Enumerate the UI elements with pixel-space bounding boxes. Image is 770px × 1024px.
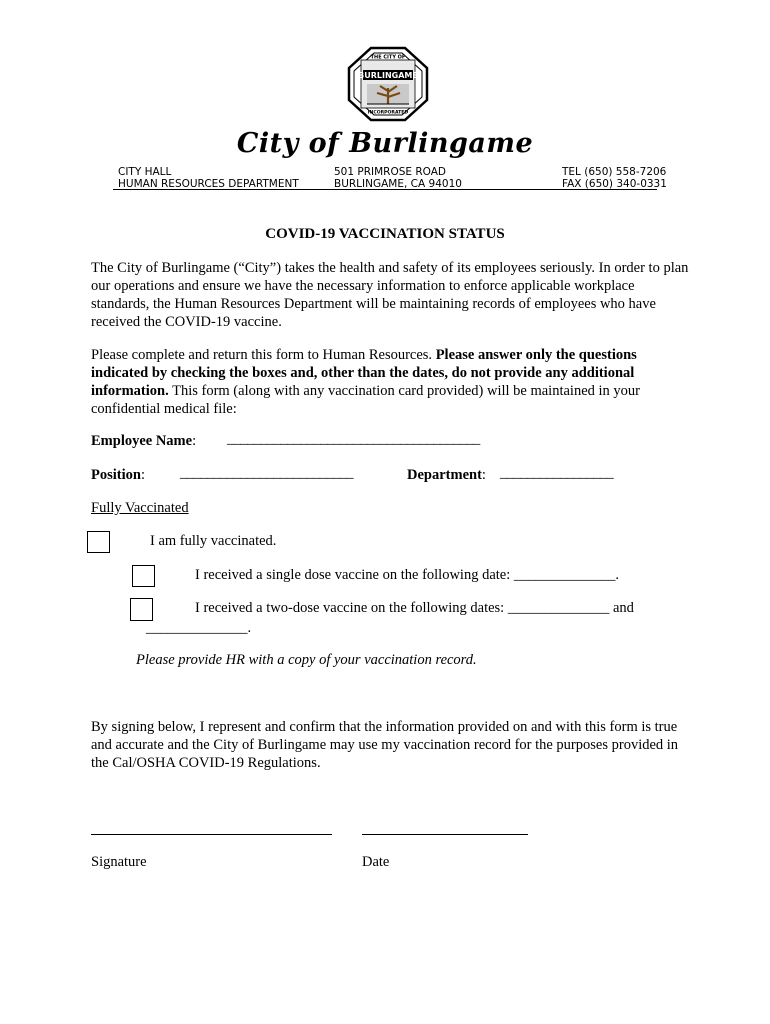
header-city-state: BURLINGAME, CA 94010 xyxy=(334,178,462,190)
date-line[interactable] xyxy=(362,834,528,835)
date-label: Date xyxy=(362,854,390,870)
single-dose-checkbox[interactable] xyxy=(132,565,155,587)
header-rule xyxy=(113,189,657,190)
header-street: 501 PRIMROSE ROAD xyxy=(334,166,447,178)
department-label: Department: xyxy=(407,467,486,483)
seal-top-text: THE CITY OF xyxy=(370,54,406,61)
employee-name-label: Employee Name: xyxy=(91,433,197,449)
header-fax: FAX (650) 340-0331 xyxy=(562,178,667,190)
attestation-paragraph: By signing below, I represent and confirm that the information provided on and with this form is true and accurate and the City of Burlingame may use my vaccination record for the purposes provided in the Cal/OSHA COVID-19 Regulations. xyxy=(91,719,679,771)
single-dose-option: I received a single dose vaccine on the following date: ______________. xyxy=(195,567,620,583)
position-field[interactable]: __________________________ xyxy=(180,465,353,481)
intro-paragraph: The City of Burlingame (“City”) takes the health and safety of its employees seriously. In order to plan our operations and ensure we have the necessary information to enforce applicable workplace standards, the Human Resources Department will be maintaining records of employees who have received the COVID-19 vaccine. xyxy=(91,260,689,330)
two-dose-option: I received a two-dose vaccine on the following dates: ______________ and xyxy=(195,600,634,616)
header-department: HUMAN RESOURCES DEPARTMENT xyxy=(118,178,299,190)
signature-line[interactable] xyxy=(91,834,332,835)
instructions-bold: Please answer only the questions indicated by checking the boxes and, other than the dates, do not provide any additional information. xyxy=(91,347,637,399)
signature-label: Signature xyxy=(91,854,147,870)
header-phone: TEL (650) 558-7206 xyxy=(562,166,667,178)
fully-vaccinated-option: I am fully vaccinated. xyxy=(150,533,277,549)
instructions-lead: Please complete and return this form to Human Resources. xyxy=(91,347,436,363)
header-contact-block xyxy=(562,166,667,190)
employee-name-field[interactable]: ______________________________________ xyxy=(227,431,480,447)
header-left-block xyxy=(118,166,299,190)
fully-vaccinated-checkbox[interactable] xyxy=(87,531,110,553)
header-city-hall: CITY HALL xyxy=(118,166,172,178)
form-title: COVID-19 VACCINATION STATUS xyxy=(265,226,505,242)
position-label: Position: xyxy=(91,467,145,483)
two-dose-checkbox[interactable] xyxy=(130,598,153,621)
seal-name-text: BURLINGAME xyxy=(358,71,418,80)
instructions-paragraph xyxy=(91,346,691,418)
instructions-tail: This form (along with any vaccination card provided) will be maintained in your confidential medical file: xyxy=(91,383,640,417)
seal-bottom-text: INCORPORATED xyxy=(367,110,409,116)
department-field[interactable]: _________________ xyxy=(500,465,614,481)
vaccination-record-note: Please provide HR with a copy of your vaccination record. xyxy=(136,652,477,668)
city-seal-logo xyxy=(347,46,429,122)
city-script-title: City of Burlingame xyxy=(236,128,534,159)
fully-vaccinated-heading: Fully Vaccinated xyxy=(91,500,189,516)
header-address-block xyxy=(334,166,462,190)
two-dose-second-date[interactable]: ______________. xyxy=(146,620,252,636)
